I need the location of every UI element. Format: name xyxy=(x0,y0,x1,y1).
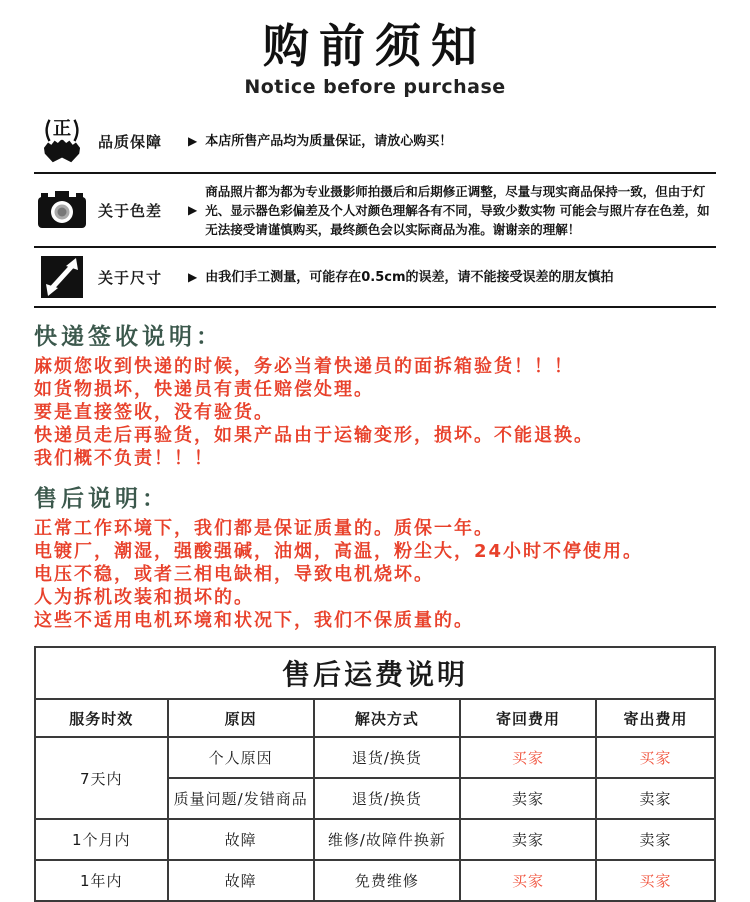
cell-return-fee: 买家 xyxy=(460,860,596,901)
cell-period: 1个月内 xyxy=(35,819,168,860)
col-header-reason: 原因 xyxy=(168,699,314,737)
delivery-line: 快递员走后再验货，如果产品由于运输变形，损坏。不能退换。 xyxy=(34,425,594,446)
hands-quality-icon xyxy=(34,116,90,166)
page-title: 购前须知 xyxy=(263,19,487,73)
aftersales-line: 这些不适用电机环境和状况下，我们不保质量的。 xyxy=(34,610,474,631)
aftersales-section xyxy=(34,480,716,632)
cell-reason: 故障 xyxy=(168,819,314,860)
cell-return-fee: 卖家 xyxy=(460,819,596,860)
svg-text:正: 正 xyxy=(52,118,72,140)
delivery-heading: 快递签收说明： xyxy=(34,324,223,350)
delivery-line: 我们概不负责！！！ xyxy=(34,448,214,469)
camera-icon xyxy=(34,187,90,233)
table-row xyxy=(35,819,715,860)
cell-period: 7天内 xyxy=(35,737,168,819)
notice-text-quality: 本店所售产品均为质量保证，请放心购买！ xyxy=(205,133,453,149)
table-title-row xyxy=(35,647,715,699)
cell-send-fee: 卖家 xyxy=(596,778,715,819)
aftersales-line: 正常工作环境下，我们都是保证质量的。质保一年。 xyxy=(34,518,494,539)
bullet-arrow-icon: ▶ xyxy=(188,134,198,148)
cell-solution: 退货/换货 xyxy=(314,778,460,819)
cell-solution: 退货/换货 xyxy=(314,737,460,778)
cell-reason: 质量问题/发错商品 xyxy=(168,778,314,819)
shipping-fee-table xyxy=(34,646,716,902)
cell-send-fee: 买家 xyxy=(596,737,715,778)
table-row xyxy=(35,737,715,778)
delivery-line: 麻烦您收到快递的时候，务必当着快递员的面拆箱验货！！！ xyxy=(34,356,574,377)
aftersales-line: 人为拆机改装和损坏的。 xyxy=(34,587,254,608)
cell-reason: 个人原因 xyxy=(168,737,314,778)
notice-row-quality xyxy=(34,110,716,174)
notice-list xyxy=(34,110,716,308)
notice-label-color: 关于色差 xyxy=(98,201,163,220)
cell-send-fee: 卖家 xyxy=(596,819,715,860)
notice-label-size: 关于尺寸 xyxy=(98,268,163,287)
delivery-line: 如货物损坏，快递员有责任赔偿处理。 xyxy=(34,379,374,400)
bullet-arrow-icon: ▶ xyxy=(188,270,198,284)
cell-send-fee: 买家 xyxy=(596,860,715,901)
col-header-send: 寄出费用 xyxy=(596,699,715,737)
notice-text-size: 由我们手工测量，可能存在0.5cm的误差，请不能接受误差的朋友慎拍 xyxy=(205,269,614,285)
page-subtitle: Notice before purchase xyxy=(244,76,506,98)
col-header-period: 服务时效 xyxy=(35,699,168,737)
table-title: 售后运费说明 xyxy=(35,647,715,699)
delivery-line: 要是直接签收，没有验货。 xyxy=(34,402,274,423)
aftersales-line: 电压不稳，或者三相电缺相，导致电机烧坏。 xyxy=(34,564,434,585)
header xyxy=(0,0,750,98)
cell-solution: 免费维修 xyxy=(314,860,460,901)
table-header-row xyxy=(35,699,715,737)
diagonal-ruler-icon xyxy=(34,254,90,300)
cell-period: 1年内 xyxy=(35,860,168,901)
bullet-arrow-icon: ▶ xyxy=(188,203,198,217)
col-header-solution: 解决方式 xyxy=(314,699,460,737)
cell-reason: 故障 xyxy=(168,860,314,901)
notice-row-size xyxy=(34,248,716,308)
cell-return-fee: 卖家 xyxy=(460,778,596,819)
notice-label-quality: 品质保障 xyxy=(98,132,163,151)
notice-row-color xyxy=(34,174,716,248)
cell-solution: 维修/故障件换新 xyxy=(314,819,460,860)
aftersales-line: 电镀厂，潮湿，强酸强碱，油烟，高温，粉尘大，24小时不停使用。 xyxy=(34,541,644,562)
col-header-return: 寄回费用 xyxy=(460,699,596,737)
cell-return-fee: 买家 xyxy=(460,737,596,778)
delivery-section xyxy=(34,318,716,470)
notice-text-color: 商品照片都为都为专业摄影师拍摄后和后期修正调整，尽量与现实商品保持一致，但由于灯光、显示器色彩偏差及个人对颜色理解各有不同，导致少数实物 可能会与照片存在色差，如无法接受请谨慎购买，最终颜色会以实际商品为准。谢谢亲的理解！ xyxy=(205,183,710,237)
aftersales-heading: 售后说明： xyxy=(34,486,169,512)
table-row xyxy=(35,860,715,901)
